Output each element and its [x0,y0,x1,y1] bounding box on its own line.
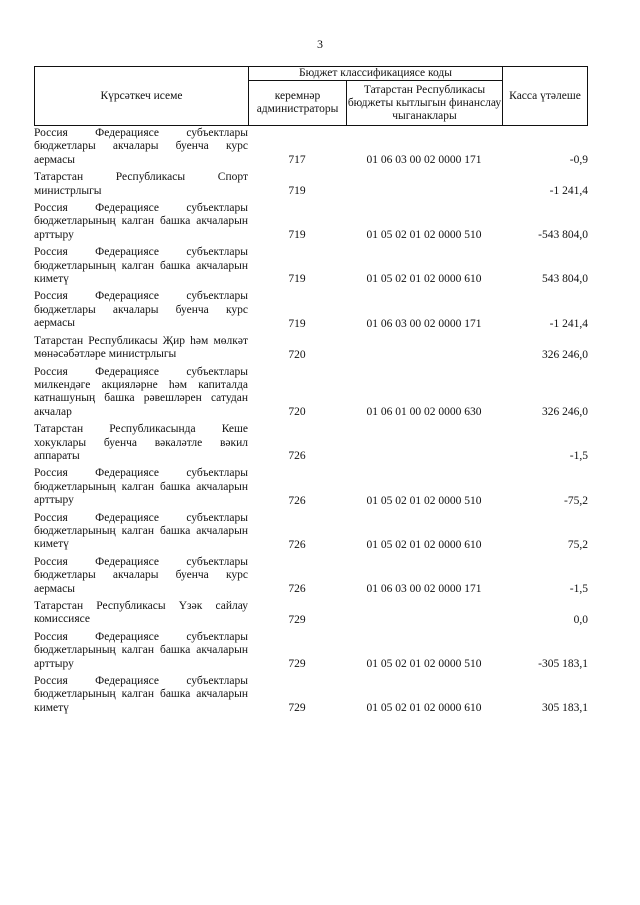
header-source: Татарстан Республикасы бюджеты кытлыгын финанслау чыганаклары [347,81,503,125]
row-source-code: 01 06 03 00 02 0000 171 [366,583,482,595]
table-row [34,674,588,715]
row-admin-code: 729 [288,702,306,715]
row-admin-code: 726 [288,583,306,595]
table-body [34,126,588,718]
table-row [34,170,588,198]
row-source-code: 01 06 01 00 02 0000 630 [366,406,482,419]
row-cash-value: 543 804,0 [542,273,588,286]
table-row [34,201,588,242]
row-admin-code: 719 [288,317,306,330]
table-header [34,66,588,126]
table-row [34,289,588,330]
row-cash-value: 326 246,0 [542,406,588,419]
row-name: Россия Федерациясе субъектлары бюджетлары акчалары буенча курс аермасы [34,555,248,595]
row-source-code: 01 05 02 01 02 0000 510 [366,229,482,242]
row-cash-value: 0,0 [573,613,588,626]
header-admin: керемнәр администраторы [249,81,347,125]
row-admin-code: 726 [288,450,306,463]
row-name: Россия Федерациясе субъектлары бюджетларының калган башка акчаларын киметү [34,511,248,551]
table-row [34,599,588,627]
row-cash-value: -1 241,4 [549,317,588,330]
table-row [34,365,588,420]
row-source-code: 01 05 02 01 02 0000 610 [366,702,482,715]
row-admin-code: 719 [288,185,306,198]
row-admin-code: 717 [288,154,306,167]
row-cash-value: -75,2 [564,494,588,507]
table-row [34,334,588,362]
row-name: Россия Федерациясе субъектлары бюджетларының калган башка акчаларын киметү [34,675,248,714]
row-source-code: 01 05 02 01 02 0000 510 [366,494,482,507]
row-source-code: 01 06 03 00 02 0000 171 [366,317,482,330]
row-name: Россия Федерациясе субъектлары бюджетларының калган башка акчаларын арттыру [34,630,248,670]
row-admin-code: 720 [288,348,306,361]
header-cash: Касса үтәлеше [509,89,581,102]
row-name: Россия Федерациясе субъектлары бюджетларының калган башка акчаларын киметү [34,246,248,286]
table-row [34,422,588,463]
row-admin-code: 726 [288,538,306,551]
row-name: Татарстан Республикасы Спорт министрлыгы [34,171,248,197]
row-cash-value: -1,5 [569,450,588,463]
row-admin-code: 719 [288,273,306,286]
table-row [34,511,588,552]
row-cash-value: 305 183,1 [542,702,588,715]
row-source-code: 01 06 03 00 02 0000 171 [366,154,482,167]
row-cash-value: -0,9 [569,154,588,167]
row-cash-value: -305 183,1 [538,658,588,671]
row-admin-code: 729 [288,658,306,671]
row-name: Россия Федерациясе субъектлары бюджетлары акчалары буенча курс аермасы [34,127,248,166]
row-source-code: 01 05 02 01 02 0000 610 [366,538,482,551]
row-name: Россия Федерациясе субъектлары милкендәге акцияләрне һәм капиталда катнашуның башка рәвешләрен сатудан акчалар [34,365,248,418]
header-indicator-name: Күрсәткеч исеме [35,67,249,125]
header-budget-code: Бюджет классификациясе коды [249,67,503,81]
table-row [34,630,588,671]
row-name: Татарстан Республикасында Кеше хокуклары буенча вәкаләтле вәкил аппараты [34,423,248,462]
row-admin-code: 719 [288,229,306,242]
row-admin-code: 729 [288,613,306,626]
row-admin-code: 726 [288,494,306,507]
page-number: 3 [317,37,323,51]
row-source-code: 01 05 02 01 02 0000 510 [366,658,482,671]
table-row [34,555,588,596]
row-name: Татарстан Республикасы Җир һәм мөлкәт мөнәсәбәтләре министрлыгы [34,334,248,361]
row-admin-code: 720 [288,406,306,419]
row-cash-value: -1,5 [569,583,588,595]
row-name: Россия Федерациясе субъектлары бюджетларының калган башка акчаларын арттыру [34,202,248,241]
row-cash-value: -543 804,0 [538,229,588,242]
table-row [34,466,588,507]
row-name: Татарстан Республикасы Үзәк сайлау комиссиясе [34,600,248,626]
row-cash-value: -1 241,4 [549,185,588,198]
table-row [34,126,588,167]
row-name: Россия Федерациясе субъектлары бюджетлары акчалары буенча курс аермасы [34,290,248,330]
row-cash-value: 75,2 [567,538,588,551]
row-source-code: 01 05 02 01 02 0000 610 [366,273,482,286]
table-row [34,245,588,286]
row-cash-value: 326 246,0 [542,348,588,361]
row-name: Россия Федерациясе субъектлары бюджетларының калган башка акчаларын арттыру [34,467,248,507]
